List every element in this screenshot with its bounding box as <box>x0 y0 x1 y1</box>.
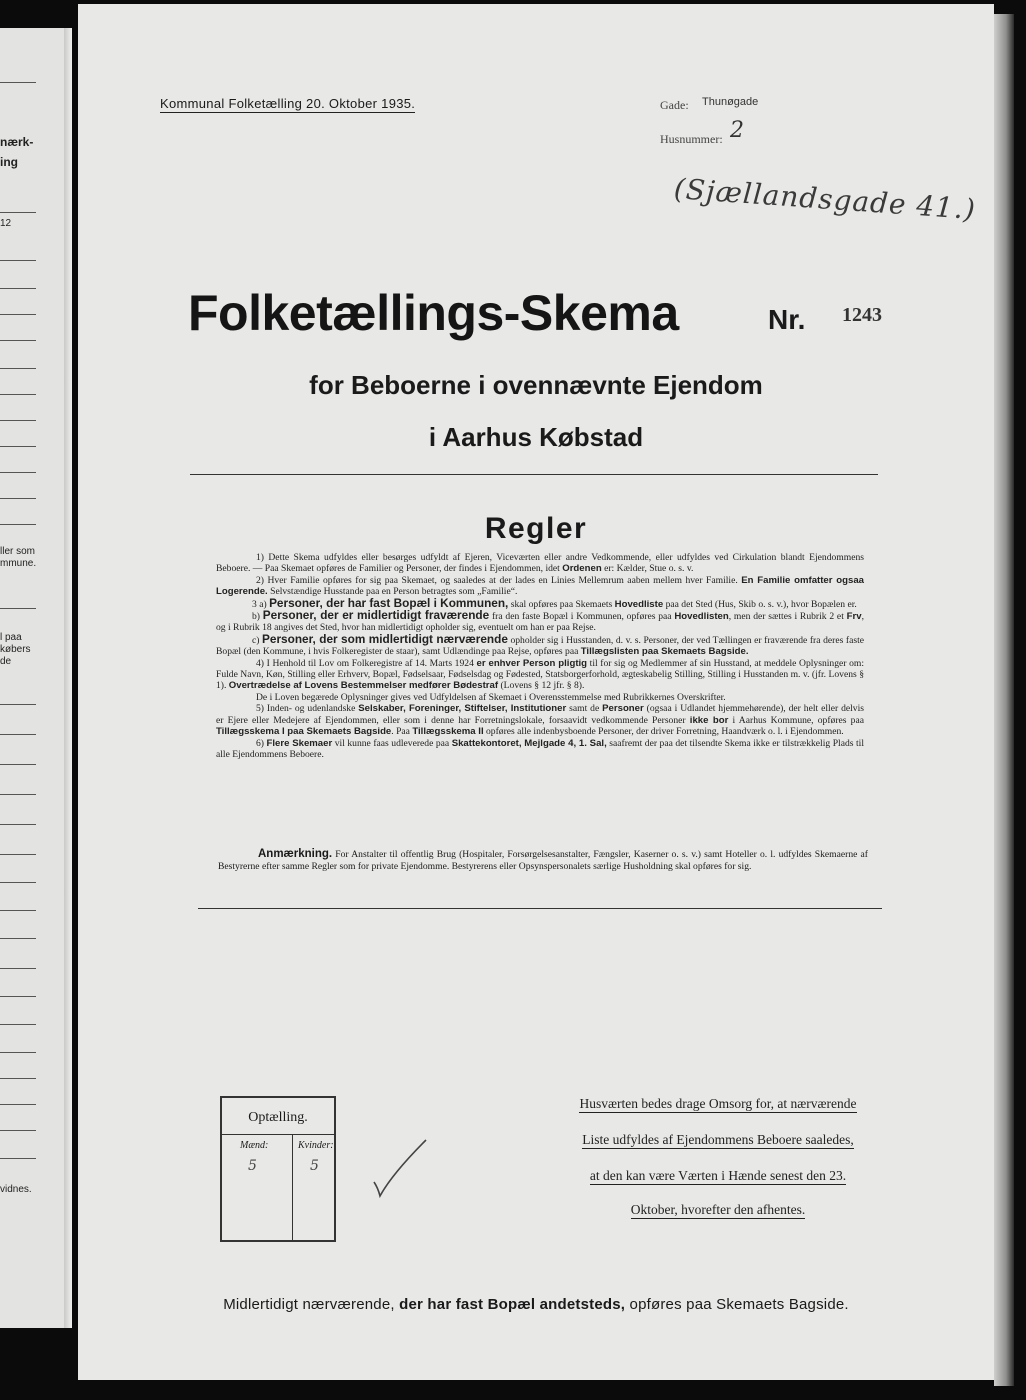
form-line <box>0 938 36 939</box>
form-line <box>0 288 36 289</box>
census-form-page <box>78 4 994 1380</box>
form-number-label: Nr. <box>768 304 806 335</box>
street-label: Gade: <box>660 98 689 112</box>
rule-6: 6) Flere Skemaer vil kunne faas udleverede paa Skattekontoret, Mejlgade 4, 1. Sal, saafremt der paa det tilsendte Skema ikke er tilstrækkelig Plads til alle Ejendommens Beboere. <box>216 737 864 760</box>
notice-line-3: at den kan være Værten i Hænde senest den 23. <box>589 1168 847 1183</box>
form-line <box>0 794 36 795</box>
left-page-fragment: købers <box>0 644 31 655</box>
form-line <box>0 882 36 883</box>
annotation-text: For Anstalter til offentlig Brug (Hospitaler, Forsørgelsesanstalter, Fængsler, Kaserner o. s. v.) samt Hoteller o. l. udfyldes Skemaerne af Bestyrerne efter samme Regler som for private Ejendomme. Bestyrerens eller Opsynspersonalets særlige Husholdning skal opføres for sig. <box>218 849 868 872</box>
form-line <box>0 498 36 499</box>
left-page-fragment: vidnes. <box>0 1184 32 1195</box>
rule-4: 4) I Henhold til Lov om Folkeregistre af 14. Marts 1924 er enhver Person pligtig til for sig og Medlemmer af sin Husstand, at meddele Oplysninger om: Fulde Navn, Køn, Stilling eller Erhverv, Bopæl, Fødselsaar, Fødselsdag og Fødested, Statsborgerforhold, ægteskabelig Stilling, Stilling i Husstanden m. v. (jfr. Lovens § 1). Overtrædelse af Lovens Bestemmelser medfører Bødestraf (Lovens § 12 jfr. § 8). <box>216 657 865 692</box>
left-page-fragment: de <box>0 656 12 667</box>
form-line <box>0 1024 36 1025</box>
form-line <box>0 824 36 825</box>
form-line <box>0 968 36 969</box>
form-line <box>0 764 36 765</box>
form-line <box>0 260 36 261</box>
footer-instruction: Midlertidigt nærværende, der har fast Bopæl andetsteds, opføres paa Skemaets Bagside. <box>223 1296 849 1313</box>
count-box <box>220 1096 336 1242</box>
left-page-fragment: nærk- <box>0 135 34 149</box>
form-line <box>0 212 36 213</box>
form-subtitle-town: i Aarhus Købstad <box>428 422 644 452</box>
handwritten-address: (Sjællandsgade 41.) <box>672 172 977 227</box>
form-line <box>0 1078 36 1079</box>
form-line <box>0 1158 36 1159</box>
notice-line-1: Husværten bedes drage Omsorg for, at nærværende <box>579 1096 857 1111</box>
rule-3c: c) Personer, der som midlertidigt nærværende opholder sig i Husstanden, d. v. s. Personer, der ved Tællingen er fraværende fra deres faste Bopæl (den Kommune, i hvis Folkeregister de staar), samt Udlændinge paa Rejse, opføres paa Tillægslisten paa Skemaets Bagside. <box>216 631 864 658</box>
rule-2: 2) Hver Familie opføres for sig paa Skemaet, og saaledes at der lades en Linies Mellemrum aaben mellem hver Familie. En Familie omfatter ogsaa Logerende. Selvstændige Husstande paa en Person betragtes som „Familie“. <box>216 574 865 598</box>
form-line <box>0 1052 36 1053</box>
form-line <box>0 524 36 525</box>
notice-line-4: Oktober, hvorefter den afhentes. <box>630 1202 806 1217</box>
check-mark-icon <box>370 1134 430 1204</box>
men-label: Mænd: <box>240 1140 269 1151</box>
rules-heading: Regler <box>484 512 588 545</box>
left-page-fragment: mmune. <box>0 558 37 569</box>
census-title: Kommunal Folketælling 20. Oktober 1935. <box>160 96 416 111</box>
rule-4-note: De i Loven begærede Oplysninger gives ved Udfyldelsen af Skemaet i Overensstemmelse med Rubrikkernes Overskrifter. <box>256 691 726 703</box>
form-line <box>0 368 36 369</box>
count-box-column-separator <box>292 1134 293 1240</box>
form-line <box>0 996 36 997</box>
form-line <box>0 394 36 395</box>
rule-5: 5) Inden- og udenlandske Selskaber, Foreninger, Stiftelser, Institutioner samt de Personer (ogsaa i Udlandet hjemmehørende), der helt eller delvis er Ejere eller Medejere af Ejendommen, eller som i denne har Forretningslokale, forsaavidt vedkommende Personer ikke bor i Aarhus Kommune, opføres paa Tillægsskema I paa Skemaets Bagside. Paa Tillægsskema II opføres alle indenbysboende Personer, der driver Forretning, Haandværk o. l. i Ejendommen. <box>216 703 864 738</box>
rule-3a: 3 a) Personer, der har fast Bopæl i Kommunen, skal opføres paa Skemaets Hovedliste paa det Sted (Hus, Skib o. s. v.), hvor Bopælen er. <box>252 595 857 610</box>
left-page-fragment: 12 <box>0 218 12 229</box>
form-line <box>0 340 36 341</box>
form-line <box>0 704 36 705</box>
annotation-note <box>218 848 868 873</box>
women-count: 5 <box>310 1158 319 1174</box>
form-line <box>0 1104 36 1105</box>
form-line <box>0 1130 36 1131</box>
women-label: Kvinder: <box>298 1140 334 1151</box>
form-line <box>0 854 36 855</box>
form-line <box>0 420 36 421</box>
annotation-label: Anmærkning. <box>258 848 333 860</box>
left-page-fragment: ller som <box>0 546 36 557</box>
form-line <box>0 734 36 735</box>
house-number-value: 2 <box>730 118 744 143</box>
form-line <box>0 910 36 911</box>
house-number-label: Husnummer: <box>660 132 723 146</box>
left-page-edge <box>0 28 72 1328</box>
form-number-value: 1243 <box>842 304 882 326</box>
form-line <box>0 82 36 83</box>
count-box-separator <box>222 1134 334 1135</box>
street-value: Thunøgade <box>702 96 759 108</box>
form-line <box>0 446 36 447</box>
form-line <box>0 314 36 315</box>
divider-line <box>190 474 878 475</box>
men-count: 5 <box>248 1158 257 1174</box>
divider-line <box>198 908 882 909</box>
form-subtitle: for Beboerne i ovennævnte Ejendom <box>309 370 763 400</box>
form-line <box>0 472 36 473</box>
left-page-fragment: l paa <box>0 632 22 643</box>
form-title: Folketællings-Skema <box>188 285 679 341</box>
count-box-title: Optælling. <box>248 1110 308 1125</box>
notice-line-2: Liste udfyldes af Ejendommens Beboere saaledes, <box>582 1132 854 1147</box>
rules-text <box>216 552 864 760</box>
right-page-edge <box>994 14 1014 1386</box>
page-fold <box>64 28 72 1328</box>
form-line <box>0 608 36 609</box>
left-page-fragment: ing <box>0 155 18 169</box>
rule-3b: b) Personer, der er midlertidigt fraværende fra den faste Bopæl i Kommunen, opføres paa Hovedlisten, men der sættes i Rubrik 2 et Frv, og i Rubrik 18 angives det Sted, hvor han midlertidigt opholder sig, eventuelt om han er paa Rejse. <box>216 608 864 634</box>
rule-1: 1) Dette Skema udfyldes eller besørges udfyldt af Ejeren, Viceværten eller andre Vedkommende, eller udfyldes ved Cirkulation blandt Ejendommens Beboere. — Paa Skemaet opføres de Familier og Personer, der findes i Ejendommen, idet Ordenen er: Kælder, Stue o. s. v. <box>216 552 864 575</box>
